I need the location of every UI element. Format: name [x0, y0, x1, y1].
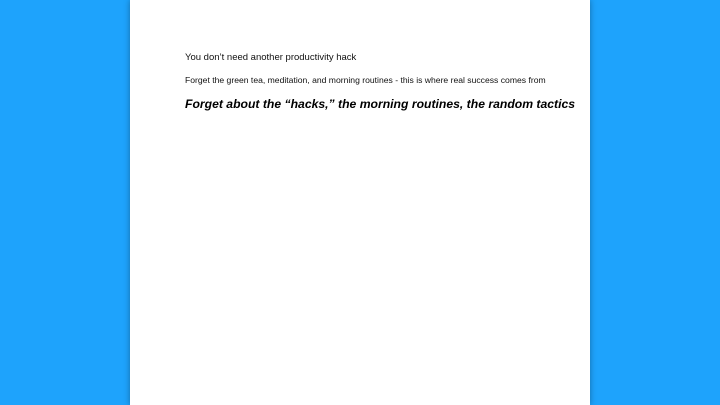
document-line-2: Forget the green tea, meditation, and morning routines - this is where real success comes from [185, 75, 546, 85]
document-page [130, 0, 590, 405]
document-line-1: You don’t need another productivity hack [185, 52, 357, 63]
document-heading: Forget about the “hacks,” the morning routines, the random tactics [185, 97, 576, 111]
